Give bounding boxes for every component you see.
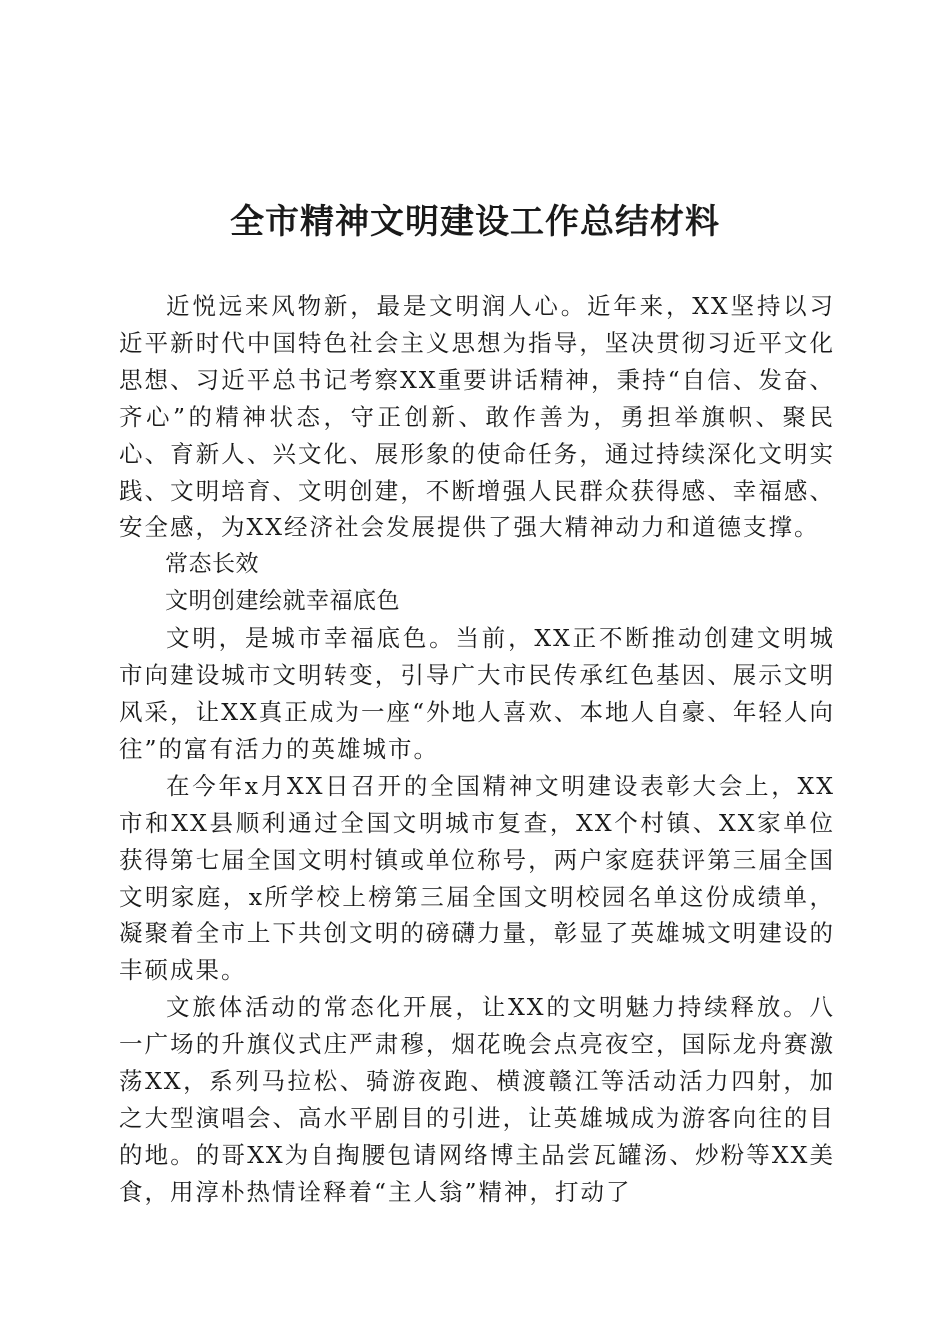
- section-heading-1: 常态长效: [165, 551, 259, 578]
- body-paragraph-2: 在今年x月XX日召开的全国精神文明建设表彰大会上，XX市和XX县顺利通过全国文明城市复查，XX个村镇、XX家单位获得第七届全国文明村镇或单位称号，两户家庭获评第三届全国文明家庭，x所学校上榜第三届全国文明校园名单这份成绩单，凝聚着全市上下共创文明的磅礴力量，彰显了英雄城文明建设的丰硕成果。: [119, 771, 835, 985]
- document-title: 全市精神文明建设工作总结材料: [230, 202, 720, 242]
- document-body: [119, 288, 835, 1211]
- body-paragraph-1: 文明，是城市幸福底色。当前，XX正不断推动创建文明城市向建设城市文明转变，引导广大市民传承红色基因、展示文明风采，让XX真正成为一座“外地人喜欢、本地人自豪、年轻人向往”的富有活力的英雄城市。: [119, 624, 835, 763]
- section-heading-2: 文明创建绘就幸福底色: [165, 588, 400, 615]
- body-paragraph-3: 文旅体活动的常态化开展，让XX的文明魅力持续释放。八一广场的升旗仪式庄严肃穆，烟花晚会点亮夜空，国际龙舟赛激荡XX，系列马拉松、骑游夜跑、横渡赣江等活动活力四射，加之大型演唱会、高水平剧目的引进，让英雄城成为游客向往的目的地。的哥XX为自掏腰包请网络博主品尝瓦罐汤、炒粉等XX美食，用淳朴热情诠释着“主人翁”精神，打动了: [119, 993, 835, 1206]
- intro-paragraph: 近悦远来风物新，最是文明润人心。近年来，XX坚持以习近平新时代中国特色社会主义思想为指导，坚决贯彻习近平文化思想、习近平总书记考察XX重要讲话精神，秉持“自信、发奋、齐心”的精神状态，守正创新、敢作善为，勇担举旗帜、聚民心、育新人、兴文化、展形象的使命任务，通过持续深化文明实践、文明培育、文明创建，不断增强人民群众获得感、幸福感、安全感，为XX经济社会发展提供了强大精神动力和道德支撑。: [119, 292, 835, 542]
